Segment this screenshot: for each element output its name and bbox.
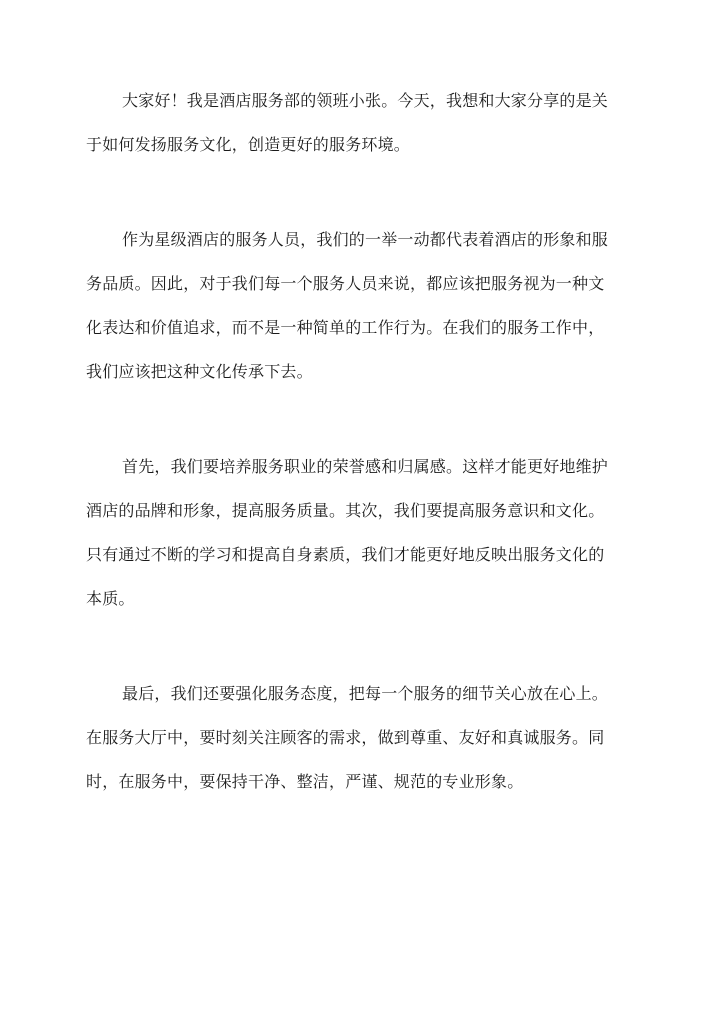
paragraph-line: 时，在服务中，要保持干净、整洁，严谨、规范的专业形象。: [86, 772, 524, 791]
paragraph-line: 化表达和价值追求，而不是一种简单的工作行为。在我们的服务工作中，: [86, 318, 605, 337]
paragraph-line: 本质。: [86, 589, 135, 608]
paragraph-line: 最后，我们还要强化服务态度，把每一个服务的细节关心放在心上。: [122, 684, 609, 703]
paragraph-line: 大家好！我是酒店服务部的领班小张。今天，我想和大家分享的是关: [122, 91, 609, 110]
paragraph-line: 只有通过不断的学习和提高自身素质，我们才能更好地反映出服务文化的: [86, 545, 605, 564]
paragraph-honor-awareness: [86, 445, 638, 621]
paragraph-service-attitude: [86, 672, 638, 804]
paragraph-line: 首先，我们要培养服务职业的荣誉感和归属感。这样才能更好地维护: [122, 457, 609, 476]
paragraph-line: 作为星级酒店的服务人员，我们的一举一动都代表着酒店的形象和服: [122, 230, 609, 249]
paragraph-line: 于如何发扬服务文化，创造更好的服务环境。: [86, 135, 411, 154]
paragraph-service-image: [86, 218, 638, 394]
paragraph-line: 酒店的品牌和形象，提高服务质量。其次，我们要提高服务意识和文化。: [86, 501, 605, 520]
paragraph-line: 我们应该把这种文化传承下去。: [86, 362, 313, 381]
paragraph-greeting: [86, 79, 638, 167]
paragraph-line: 务品质。因此，对于我们每一个服务人员来说，都应该把服务视为一种文: [86, 274, 605, 293]
paragraph-line: 在服务大厅中，要时刻关注顾客的需求，做到尊重、友好和真诚服务。同: [86, 728, 605, 747]
